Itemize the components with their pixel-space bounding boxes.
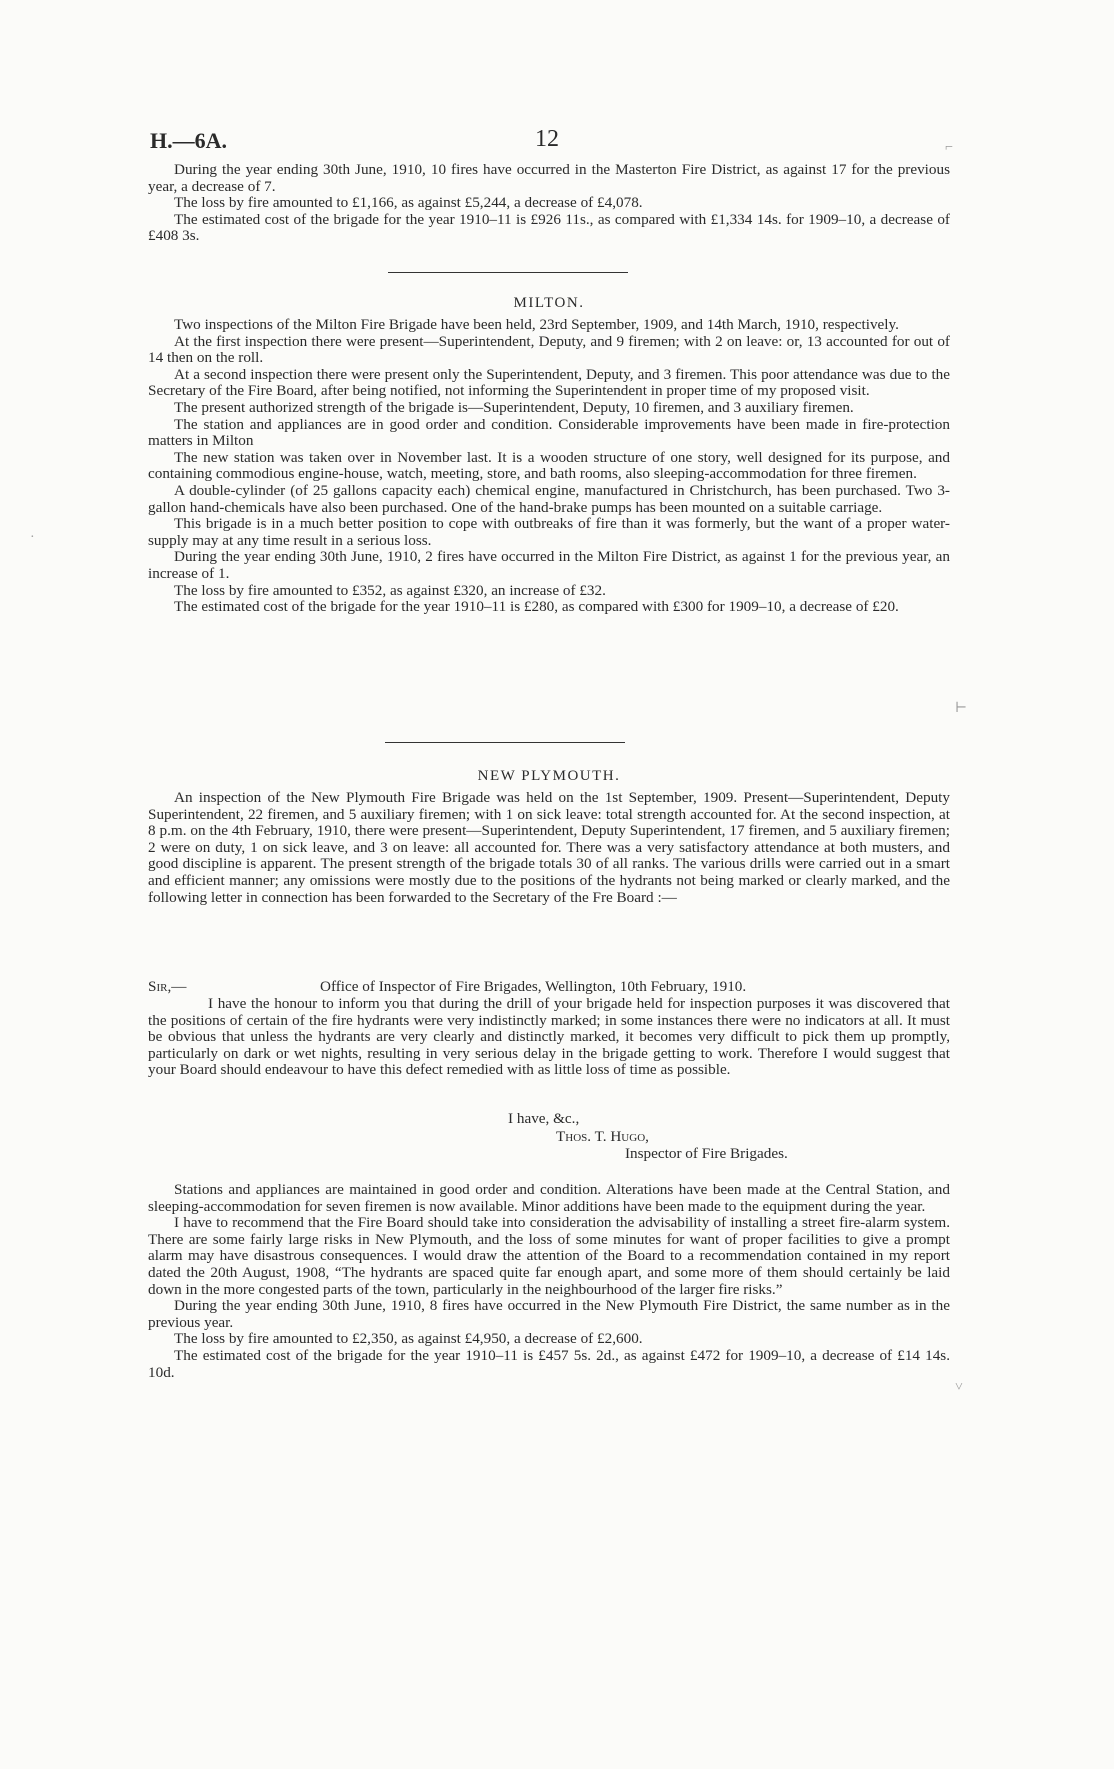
paragraph: An inspection of the New Plymouth Fire Brigade was held on the 1st September, 1909. Present—Superintendent, Deputy Superintendent, 22 firemen, and 5 auxiliary firemen; with 1 on sick leave: total strength accounted for. At the second inspection, at 8 p.m. on the 4th February, 1910, there were present—Superintendent, Deputy Superintendent, 17 firemen, and 5 auxiliary firemen; 2 were on duty, 1 on sick leave, and 3 on leave: all accounted for. There was a very satisfactory attendance at both musters, and good discipline is apparent. The present strength of the brigade totals 30 of all ranks. The various drills were carried out in a smart and efficient manner; any omissions were mostly due to the positions of the hydrants not being marked or clearly marked, and the following letter in connection has been forwarded to the Secretary of the Fre Board :— xyxy=(148,789,950,906)
letter-heading: Office of Inspector of Fire Brigades, Wellington, 10th February, 1910. xyxy=(320,978,747,995)
letter-salutation: Sir,— xyxy=(148,978,187,995)
report-reference: H.—6A. xyxy=(150,128,227,153)
new-plymouth-intro xyxy=(148,790,950,906)
paragraph: During the year ending 30th June, 1910, 8 fires have occurred in the New Plymouth Fire District, the same number as in the previous year. xyxy=(148,1297,950,1331)
scan-mark: ˅ xyxy=(955,1380,963,1395)
new-plymouth-section xyxy=(148,1182,950,1381)
paragraph: I have to recommend that the Fire Board should take into consideration the advisability of installing a street fire-alarm system. There are some fairly large risks in New Plymouth, and the loss of some minutes for want of proper facilities to give a prompt alarm may have disastrous consequences. I would draw the attention of the Board to a recommendation contained in my report dated the 20th August, 1908, “The hydrants are spaced quite far enough apart, and some more of them should certainly be laid down in the more congested parts of the town, particularly in the neighbourhood of the larger fire risks.” xyxy=(148,1214,950,1298)
paragraph: The estimated cost of the brigade for the year 1910–11 is £280, as compared with £300 for 1909–10, a decrease of £20. xyxy=(174,598,899,616)
paragraph: During the year ending 30th June, 1910, 10 fires have occurred in the Masterton Fire District, as against 17 for the previous year, a decrease of 7. xyxy=(148,161,950,195)
milton-section xyxy=(148,317,950,616)
scan-mark: ⊢ xyxy=(955,701,968,716)
paragraph: The station and appliances are in good order and condition. Considerable improvements have been made in fire-protection matters in Milton xyxy=(148,415,950,450)
section-divider xyxy=(385,742,625,743)
page-number: 12 xyxy=(535,126,559,152)
masterton-section xyxy=(148,162,950,245)
scan-mark: · xyxy=(30,530,35,545)
section-heading-new-plymouth: NEW PLYMOUTH. xyxy=(477,768,621,784)
scan-mark: ⌐ xyxy=(945,140,953,155)
paragraph: The loss by fire amounted to £2,350, as against £4,950, a decrease of £2,600. xyxy=(174,1330,643,1348)
paragraph: I have the honour to inform you that during the drill of your brigade held for inspection purposes it was discovered that the positions of certain of the fire hydrants were very indistinctly marked; in some instances there were no indicators at all. It must be obvious that unless the hydrants are very clearly and distinctly marked, it becomes very difficult to pick them up promptly, particularly on dark or wet nights, resulting in very serious delay in the brigade getting to work. Therefore I would suggest that your Board should endeavour to have this defect remedied with as little loss of time as possible. xyxy=(148,995,950,1079)
paragraph: A double-cylinder (of 25 gallons capacity each) chemical engine, manufactured in Christchurch, has been purchased. Two 3-gallon hand-chemicals have also been purchased. One of the hand-brake pumps has been mounted on a suitable carriage. xyxy=(148,481,950,516)
paragraph: This brigade is in a much better position to cope with outbreaks of fire than it was formerly, but the want of a proper water-supply may at any time result in a serious loss. xyxy=(148,515,950,549)
section-divider xyxy=(388,272,628,273)
paragraph: At the first inspection there were present—Superintendent, Deputy, and 9 firemen; with 2 on leave: or, 13 accounted for out of 14 then on the roll. xyxy=(148,332,950,367)
paragraph: The loss by fire amounted to £1,166, as against £5,244, a decrease of £4,078. xyxy=(174,194,643,212)
paragraph: Stations and appliances are maintained in good order and condition. Alterations have been made at the Central Station, and sleeping-accommodation for seven firemen is now available. Minor additions have been made to the equipment during the year. xyxy=(148,1181,950,1215)
paragraph: At a second inspection there were present only the Superintendent, Deputy, and 3 firemen. This poor attendance was due to the Secretary of the Fire Board, after being notified, not informing the Superintendent in proper time of my proposed visit. xyxy=(148,365,950,400)
page-header xyxy=(150,128,950,158)
letter-closing: I have, &c., xyxy=(508,1110,580,1127)
paragraph: Two inspections of the Milton Fire Brigade have been held, 23rd September, 1909, and 14th March, 1910, respectively. xyxy=(174,316,899,333)
paragraph: During the year ending 30th June, 1910, 2 fires have occurred in the Milton Fire District, as against 1 for the previous year, an increase of 1. xyxy=(148,548,950,582)
letter-signatory-title: Inspector of Fire Brigades. xyxy=(625,1145,788,1162)
paragraph: The estimated cost of the brigade for the year 1910–11 is £926 11s., as compared with £1,334 14s. for 1909–10, a decrease of £408 3s. xyxy=(148,210,950,245)
paragraph: The new station was taken over in November last. It is a wooden structure of one story, well designed for its purpose, and containing commodious engine-house, watch, meeting, store, and bath rooms, also sleeping-accommodation for three firemen. xyxy=(148,448,950,483)
paragraph: The present authorized strength of the brigade is—Superintendent, Deputy, 10 firemen, and 3 auxiliary firemen. xyxy=(174,398,854,416)
paragraph: The loss by fire amounted to £352, as against £320, an increase of £32. xyxy=(174,581,606,599)
paragraph: The estimated cost of the brigade for the year 1910–11 is £457 5s. 2d., as against £472 for 1909–10, a decrease of £14 14s. 10d. xyxy=(148,1346,950,1381)
letter-signature: Thos. T. Hugo, xyxy=(556,1128,649,1145)
letter-body xyxy=(148,996,950,1079)
section-heading-milton: MILTON. xyxy=(513,295,585,311)
